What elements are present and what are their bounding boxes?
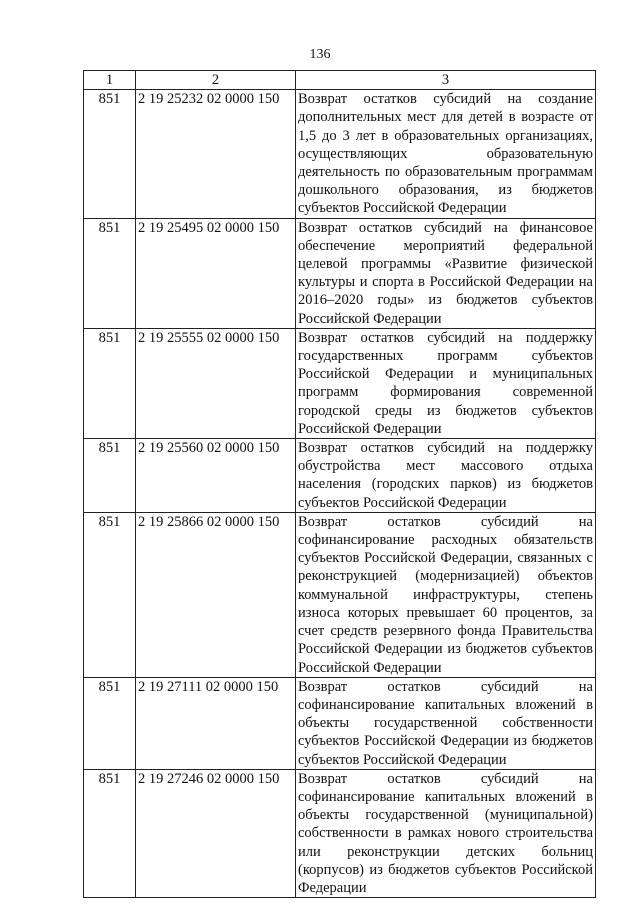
budget-code-cell: 2 19 27246 02 0000 150 <box>136 769 296 897</box>
budget-code-cell: 2 19 25495 02 0000 150 <box>136 218 296 328</box>
admin-code-cell: 851 <box>84 439 136 513</box>
column-header-1: 1 <box>84 71 136 90</box>
income-name-cell: Возврат остатков субсидий на софинансирование капитальных вложений в объекты государственной собственности субъектов Российской Федерации из бюджетов субъектов Российской Федерации <box>296 677 596 769</box>
admin-code-cell: 851 <box>84 769 136 897</box>
table-row <box>84 512 596 677</box>
income-name-cell: Возврат остатков субсидий на софинансирование капитальных вложений в объекты государственной (муниципальной) собственности в рамках нового строительства или реконструкции детских больниц (корпусов) из бюджетов субъектов Российской Федерации <box>296 769 596 897</box>
budget-code-cell: 2 19 25866 02 0000 150 <box>136 512 296 677</box>
table-row <box>84 439 596 513</box>
column-header-3: 3 <box>296 71 596 90</box>
budget-code-cell: 2 19 25560 02 0000 150 <box>136 439 296 513</box>
table-row <box>84 677 596 769</box>
table-header-row <box>84 71 596 90</box>
admin-code-cell: 851 <box>84 677 136 769</box>
income-name-cell: Возврат остатков субсидий на поддержку обустройства мест массового отдыха населения (городских парков) из бюджетов субъектов Российской Федерации <box>296 439 596 513</box>
page-number: 136 <box>309 47 331 62</box>
admin-code-cell: 851 <box>84 90 136 218</box>
table-row <box>84 90 596 218</box>
income-name-cell: Возврат остатков субсидий на создание дополнительных мест для детей в возрасте от 1,5 до 3 лет в образовательных организациях, осуществляющих образовательную деятельность по образовательным программам дошкольного образования, из бюджетов субъектов Российской Федерации <box>296 90 596 218</box>
budget-code-cell: 2 19 27111 02 0000 150 <box>136 677 296 769</box>
budget-classification-table <box>83 70 596 898</box>
income-name-cell: Возврат остатков субсидий на поддержку государственных программ субъектов Российской Федерации и муниципальных программ формирования современной городской среды из бюджетов субъектов Российской Федерации <box>296 328 596 438</box>
admin-code-cell: 851 <box>84 218 136 328</box>
table-row <box>84 218 596 328</box>
table-row <box>84 328 596 438</box>
budget-code-cell: 2 19 25232 02 0000 150 <box>136 90 296 218</box>
column-header-2: 2 <box>136 71 296 90</box>
income-name-cell: Возврат остатков субсидий на финансовое обеспечение мероприятий федеральной целевой программы «Развитие физической культуры и спорта в Российской Федерации на 2016–2020 годы» из бюджетов субъектов Российской Федерации <box>296 218 596 328</box>
admin-code-cell: 851 <box>84 512 136 677</box>
budget-code-cell: 2 19 25555 02 0000 150 <box>136 328 296 438</box>
table-row <box>84 769 596 897</box>
income-name-cell: Возврат остатков субсидий на софинансирование расходных обязательств субъектов Российской Федерации, связанных с реконструкцией (модернизацией) объектов коммунальной инфраструктуры, степень износа которых превышает 60 процентов, за счет средств резервного фонда Правительства Российской Федерации из бюджетов субъектов Российской Федерации <box>296 512 596 677</box>
admin-code-cell: 851 <box>84 328 136 438</box>
